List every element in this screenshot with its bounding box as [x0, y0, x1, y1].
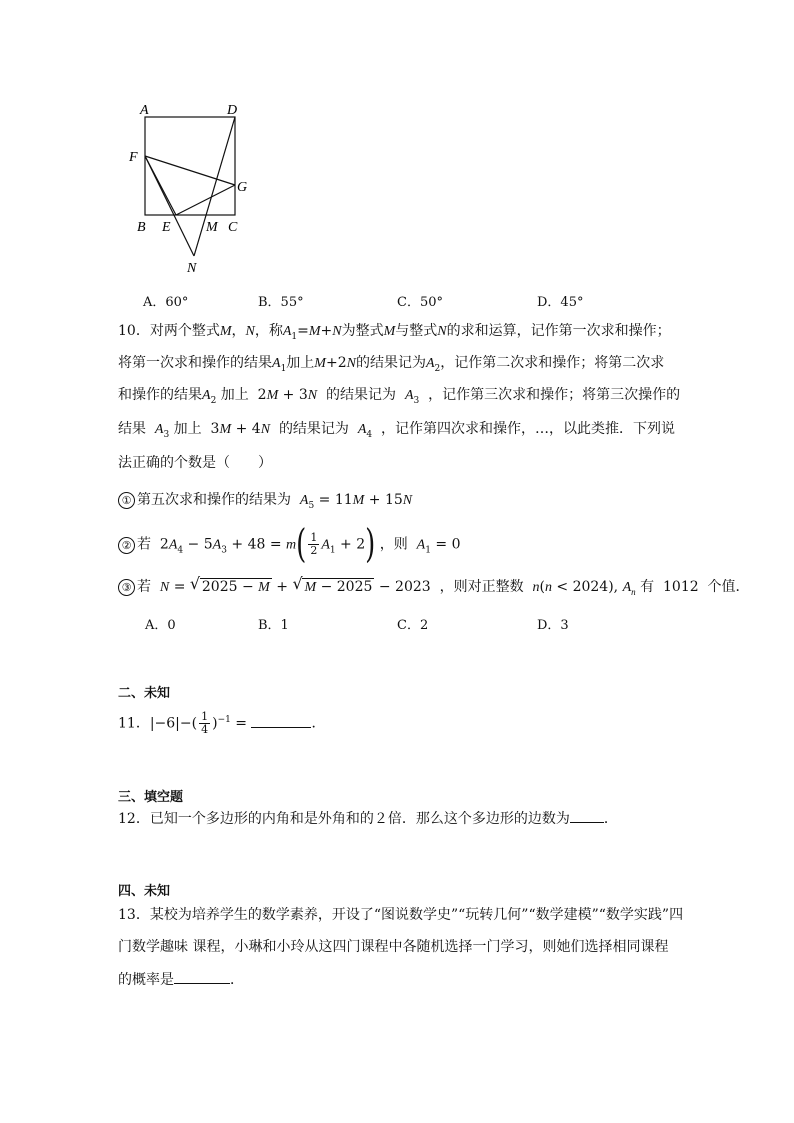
label-g: G — [237, 180, 248, 195]
q10-option-d: D．3 — [537, 618, 569, 633]
label-d: D — [227, 103, 238, 118]
q11: 11．|−6|−( $\frac{1}{4}$ )$^{-1}$ = ． — [118, 710, 326, 737]
q10-statement-1: ① 第五次求和操作的结果为 $A_5 = 11M + 15N$ — [118, 490, 412, 516]
q13-line-2: 门数学趣味 课程，小琳和小玲从这四门课程中各随机选择一门学习，则她们选择相同课程 — [118, 939, 669, 955]
q9-option-d: D．45° — [537, 295, 584, 310]
q10-option-b: B．1 — [258, 618, 289, 633]
label-c: C — [228, 220, 238, 235]
label-f: F — [129, 150, 138, 165]
q10-option-c: C．2 — [397, 618, 429, 633]
q10-line-2: 将第一次求和操作的结果$A_1$加上M+2N的结果记为$A_2$，记作第二次求和操作；将第二次求 — [118, 355, 665, 374]
q10-line-4: 结果 $A_3$ 加上 3M + 4N 的结果记为 $A_4$ ，记作第四次求和操作，…，以此类推．下列说 — [118, 421, 676, 440]
q13-line-1: 13．某校为培养学生的数学素养，开设了“图说数学史”“玩转几何”“数学建模”“数学实践”四 — [118, 907, 684, 923]
q10-line-1: 10．对两个整式M，N，称$A_1=M+N$为整式M与整式N的求和运算，记作第一次求和操作； — [118, 323, 671, 342]
segment-dn — [194, 117, 235, 256]
segment-fn — [145, 156, 194, 256]
q9-option-b: B．55° — [258, 295, 304, 310]
q10-line-3: 和操作的结果$A_2$ 加上 2M + 3N 的结果记为 $A_3$ ，记作第三次求和操作；将第三次操作的 — [118, 387, 681, 406]
q9-option-a: A．60° — [143, 295, 189, 310]
q10-statement-3: ③ 若 N = √ 2025 − M + √ M − 2025 − 2023 ，则对正整数 n(n < 2024), $A_n$ 有 1012 个值． — [118, 577, 750, 603]
q13-answer-blank[interactable] — [174, 969, 230, 984]
section-4-heading: 四、未知 — [118, 884, 171, 899]
q12: 12．已知一个多边形的内角和是外角和的２倍．那么这个多边形的边数为 ． — [118, 808, 618, 829]
section-3-heading: 三、填空题 — [118, 790, 184, 805]
q11-answer-blank[interactable] — [251, 713, 311, 728]
segment-eg — [176, 185, 235, 215]
label-m: M — [206, 220, 218, 235]
q10-option-a: A．0 — [145, 618, 176, 633]
q9-option-c: C．50° — [397, 295, 443, 310]
q10-statement-2: ② 若 $2A_4 - 5A_3 + 48 = m$( $\frac{1}{2}$ $A_1 + 2$) ，则 $A_1 = 0$ — [118, 532, 461, 560]
label-e: E — [162, 220, 171, 235]
q12-answer-blank[interactable] — [570, 808, 604, 823]
label-a: A — [140, 103, 149, 118]
geometry-figure — [120, 100, 270, 280]
section-2-heading: 二、未知 — [118, 686, 171, 701]
square-abcd — [145, 117, 235, 215]
label-n: N — [187, 261, 197, 276]
q10-line-5: 法正确的个数是（ ） — [118, 455, 272, 471]
q13-line-3: 的概率是 ． — [118, 969, 244, 990]
label-b: B — [137, 220, 146, 235]
